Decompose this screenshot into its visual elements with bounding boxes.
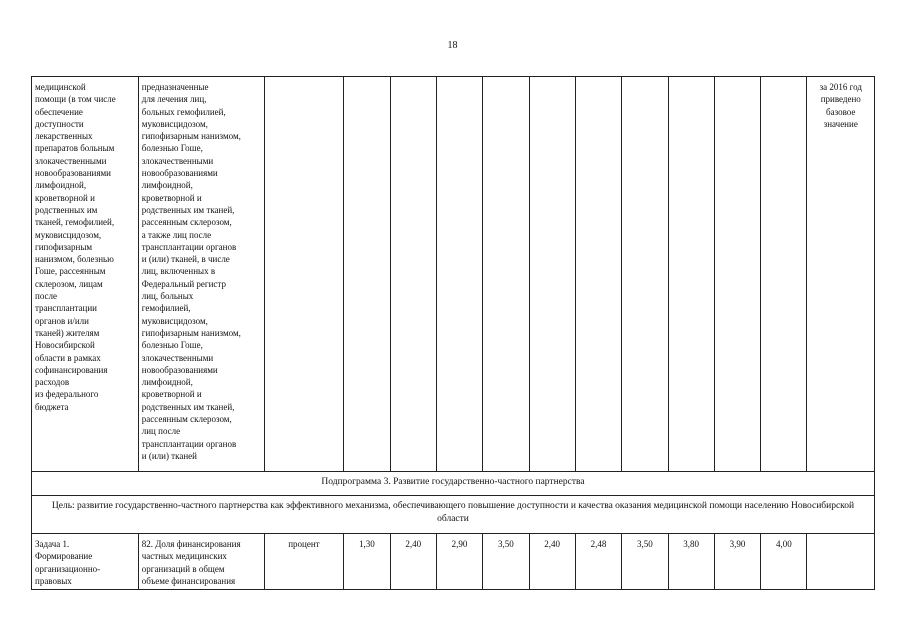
value-cell [344, 77, 390, 472]
note-cell [807, 77, 875, 472]
value-cell [714, 77, 760, 472]
value-cell: 3,90 [714, 534, 760, 590]
indicators-table [31, 76, 875, 590]
task-description-cell [32, 77, 139, 472]
value-cell [761, 77, 807, 472]
value-cell: 2,48 [575, 534, 621, 590]
task-text: Задача 1. Формирование организационно- правовых [35, 539, 101, 586]
indicator-cell [138, 534, 264, 590]
value-cell: 2,90 [436, 534, 482, 590]
note-cell [807, 534, 875, 590]
value-cell: 4,00 [761, 534, 807, 590]
table-row-task [32, 534, 875, 590]
note-text: за 2016 год приведено базовое значение [819, 82, 862, 129]
value-cell [483, 77, 529, 472]
value-cell [668, 77, 714, 472]
indicator-description-cell [138, 77, 264, 472]
value-cell: 3,50 [483, 534, 529, 590]
indicator-text: 82. Доля финансирования частных медицинских организаций в общем объеме финансирования [141, 539, 241, 586]
page-number: 18 [447, 40, 458, 51]
value-cell: 3,50 [622, 534, 668, 590]
table-row-subprogram [32, 472, 875, 496]
unit-cell: процент [264, 534, 344, 590]
value-cell [390, 77, 436, 472]
value-cell: 2,40 [390, 534, 436, 590]
indicator-description-text: предназначенные для лечения лиц, больных гемофилией, муковисцидозом, гипофизарным нанизмом, болезнью Гоше, злокачественными новообразованиями лимфоидной, кроветворной и родственных им тканей, рассеянным склерозом, а также лиц после трансплантации органов и (или) тканей, в числе лиц, включенных в Федеральный регистр лиц, больных гемофилией, муковисцидозом, гипофизарным нанизмом, болезнью Гоше, злокачественными новообразованиями лимфоидной, кроветворной и родственных им тканей, рассеянным склерозом, лиц после трансплантации органов и (или) тканей [141, 82, 241, 461]
value-cell [575, 77, 621, 472]
table-row-continuation [32, 77, 875, 472]
goal-text: Цель: развитие государственно-частного партнерства как эффективного механизма, обеспечивающего повышение доступности и качества оказания медицинской помощи населению Новосибирской области [32, 496, 875, 534]
unit-cell [264, 77, 344, 472]
value-cell: 1,30 [344, 534, 390, 590]
value-cell [529, 77, 575, 472]
task-description-text: медицинской помощи (в том числе обеспечение доступности лекарственных препаратов больным злокачественными новообразованиями лимфоидной, кроветворной и родственных им тканей, гемофилией, муковисцидозом, гипофизарным нанизмом, болезнью Гоше, рассеянным склерозом, лицам после трансплантации органов и/или тканей) жителям Новосибирской области в рамках софинансирования расходов из федерального бюджета [35, 82, 116, 412]
task-cell [32, 534, 139, 590]
value-cell [436, 77, 482, 472]
value-cell: 2,40 [529, 534, 575, 590]
subprogram-title: Подпрограмма 3. Развитие государственно-частного партнерства [32, 472, 875, 496]
value-cell: 3,80 [668, 534, 714, 590]
value-cell [622, 77, 668, 472]
table-row-goal [32, 496, 875, 534]
